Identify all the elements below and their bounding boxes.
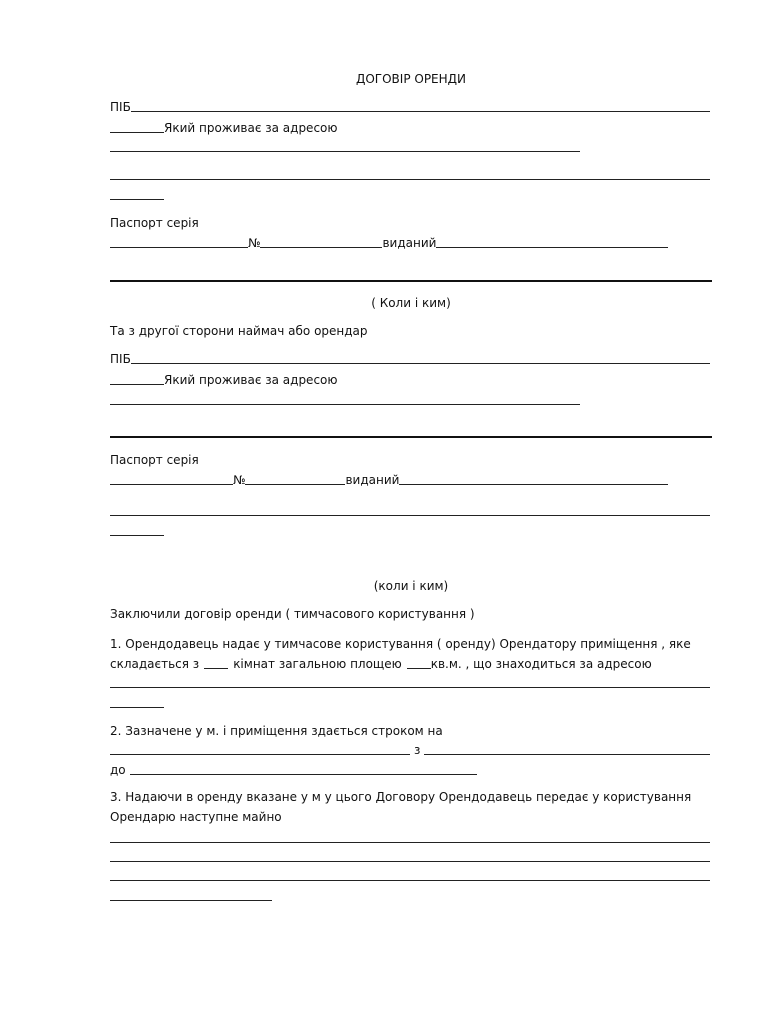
party2-address-prefix-field[interactable] <box>110 384 164 385</box>
clause1-area-field[interactable] <box>407 668 431 669</box>
clause1-line1: 1. Орендодавець надає у тимчасове користування ( оренду) Орендатору приміщення , яке <box>110 637 691 651</box>
party2-address-row <box>110 373 337 387</box>
party2-passport-series-field[interactable] <box>110 484 233 485</box>
party2-pib-field[interactable] <box>131 363 710 364</box>
clause3-property-line-3[interactable] <box>110 880 710 881</box>
party1-passport-row <box>110 236 668 250</box>
clause2-term-field[interactable] <box>110 754 410 755</box>
clause2-from-row <box>110 743 710 757</box>
document-title: ДОГОВІР ОРЕНДИ <box>355 72 467 86</box>
party1-issued-field[interactable] <box>436 247 668 248</box>
party1-passport-series-field[interactable] <box>110 247 248 248</box>
party2-address-label: Який проживає за адресою <box>164 373 338 387</box>
party1-issued-caption: ( Коли і ким) <box>371 296 451 310</box>
clause1-part-c: кв.м. , що знаходиться за адресою <box>430 657 652 671</box>
clause3-line1: 3. Надаючи в оренду вказане у м у цього Договору Орендодавець передає у користування <box>110 790 692 804</box>
clause3-property-line-4[interactable] <box>110 900 272 901</box>
party2-issued-line-2[interactable] <box>110 535 164 536</box>
contract-statement: Заключили договір оренди ( тимчасового користування ) <box>110 607 475 621</box>
clause1-line2 <box>110 657 652 671</box>
clause3-property-line-2[interactable] <box>110 861 710 862</box>
party1-pib-row <box>110 100 710 114</box>
party2-issued-field[interactable] <box>399 484 668 485</box>
party1-address-row <box>110 121 337 135</box>
party1-issued-label: виданий <box>382 236 437 250</box>
party1-address-label: Який проживає за адресою <box>164 121 338 135</box>
clause2-from-field[interactable] <box>424 754 710 755</box>
clause1-part-b: кімнат загальною площею <box>233 657 402 671</box>
party2-pib-row <box>110 352 710 366</box>
clause1-address-line-1[interactable] <box>110 687 710 688</box>
party1-address-line-1[interactable] <box>110 151 580 152</box>
clause1-address-line-2[interactable] <box>110 707 164 708</box>
party2-number-label: № <box>233 473 246 487</box>
party2-intro: Та з другої сторони наймач або орендар <box>110 324 368 338</box>
clause3-line2: Орендарю наступне майно <box>110 810 282 824</box>
party2-issued-line-1[interactable] <box>110 515 710 516</box>
party2-issued-caption: (коли і ким) <box>373 579 449 593</box>
party1-issued-line[interactable] <box>110 280 712 282</box>
clause2-to-field[interactable] <box>130 774 477 775</box>
party1-pib-field[interactable] <box>131 111 710 112</box>
clause2-to-label: до <box>110 763 126 777</box>
party1-address-line-2[interactable] <box>110 179 710 180</box>
party2-issued-label: виданий <box>345 473 400 487</box>
party1-address-line-3[interactable] <box>110 199 164 200</box>
clause2-from-label: з <box>414 743 421 757</box>
party2-passport-number-field[interactable] <box>245 484 345 485</box>
party1-pib-label: ПІБ <box>110 100 131 114</box>
clause1-part-a: складається з <box>110 657 200 671</box>
clause3-property-line-1[interactable] <box>110 842 710 843</box>
party2-address-line-2[interactable] <box>110 436 712 438</box>
party2-pib-label: ПІБ <box>110 352 131 366</box>
party2-passport-label: Паспорт серія <box>110 453 199 467</box>
party1-passport-label: Паспорт серія <box>110 216 199 230</box>
party2-address-line-1[interactable] <box>110 404 580 405</box>
party1-passport-number-field[interactable] <box>260 247 382 248</box>
party2-passport-row <box>110 473 668 487</box>
party1-address-prefix-field[interactable] <box>110 132 164 133</box>
clause1-rooms-field[interactable] <box>204 668 228 669</box>
party1-number-label: № <box>248 236 261 250</box>
clause2-to-row <box>110 763 477 777</box>
clause2-line1: 2. Зазначене у м. і приміщення здається строком на <box>110 724 443 738</box>
